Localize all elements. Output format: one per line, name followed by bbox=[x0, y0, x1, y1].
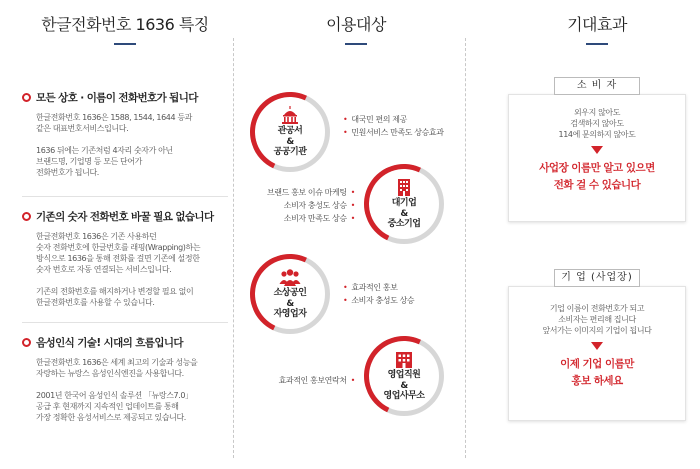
target-bullet: 소비자 만족도 상승 • bbox=[267, 212, 355, 225]
target-bullet: • 민원서비스 만족도 상승효과 bbox=[343, 126, 444, 139]
column-divider-left bbox=[233, 38, 234, 458]
effect-emphasis: 이제 기업 이름만 홍보 하세요 bbox=[560, 358, 634, 387]
target-bullets-public bbox=[343, 113, 444, 139]
circle-arc bbox=[353, 325, 456, 428]
feature-paragraph: 2001년 한국어 음성인식 솔루션 「뉴랑스7.0」 공급 후 현재까지 지속적인 업데이트를 통해 가장 정확한 음성서비스로 제공되고 있습니다. bbox=[36, 391, 193, 422]
left-column-title bbox=[22, 12, 228, 45]
target-bullets-smallbiz bbox=[343, 281, 414, 307]
middle-column-title bbox=[296, 12, 416, 45]
feature-separator bbox=[22, 196, 228, 197]
feature-heading-text: 음성인식 기술! 시대의 흐름입니다 bbox=[36, 337, 183, 349]
feature-heading-text: 기존의 숫자 전화번호 바꿀 필요 없습니다 bbox=[36, 211, 214, 223]
column-divider-right bbox=[465, 38, 466, 458]
effect-card-consumer bbox=[508, 94, 686, 222]
feature-heading-text: 모든 상호 · 이름이 전화번호가 됩니다 bbox=[36, 92, 198, 104]
feature-block-3 bbox=[22, 335, 226, 423]
feature-paragraph: 기존의 전화번호를 해지하거나 변경할 필요 없이 한글전화번호를 사용할 수 있습니다. bbox=[36, 287, 194, 307]
effect-emphasis: 사업장 이름만 알고 있으면 전화 걸 수 있습니다 bbox=[539, 162, 655, 191]
target-bullet: • 효과적인 홍보 bbox=[343, 281, 414, 294]
target-circle-sales bbox=[364, 336, 444, 416]
feature-paragraph: 한글전화번호 1636은 세계 최고의 기술과 성능을 자랑하는 뉴랑스 음성인식엔진을 사용합니다. bbox=[36, 358, 198, 378]
feature-heading bbox=[22, 209, 226, 224]
effect-label-consumer: 소 비 자 bbox=[554, 77, 640, 95]
target-title: 영업직원 & 영업사무소 bbox=[383, 370, 425, 402]
target-bullet: 브랜드 홍보 이슈 마케팅 • bbox=[267, 186, 355, 199]
target-bullet: • 소비자 충성도 상승 bbox=[343, 294, 414, 307]
title-rule bbox=[114, 43, 136, 45]
right-column-title-text: 기대효과 bbox=[567, 15, 627, 34]
down-triangle-icon bbox=[591, 146, 603, 154]
red-ring-icon bbox=[22, 93, 31, 102]
circle-arc bbox=[353, 153, 456, 256]
left-column-title-text: 한글전화번호 1636 특징 bbox=[41, 15, 209, 34]
title-rule bbox=[586, 43, 608, 45]
effect-description: 기업 이름이 전화번호가 되고 소비자는 편리해 집니다 앞서가는 이미지의 기업이 됩니다 bbox=[542, 304, 652, 335]
feature-heading bbox=[22, 90, 226, 105]
feature-block-1 bbox=[22, 90, 226, 178]
title-rule bbox=[345, 43, 367, 45]
right-column-title bbox=[535, 12, 659, 45]
feature-heading bbox=[22, 335, 226, 350]
target-bullet: • 대국민 편의 제공 bbox=[343, 113, 444, 126]
feature-paragraph: 1636 뒤에는 기존처럼 4자리 숫자가 아닌 브랜드명, 기업명 등 모든 단어가 전화번호가 됩니다. bbox=[36, 146, 173, 177]
middle-column-title-text: 이용대상 bbox=[326, 15, 386, 34]
target-title: 관공서 & 공공기관 bbox=[273, 126, 307, 158]
red-ring-icon bbox=[22, 338, 31, 347]
circle-arc bbox=[239, 243, 342, 346]
feature-separator bbox=[22, 322, 228, 323]
target-title: 대기업 & 중소기업 bbox=[387, 198, 421, 230]
effect-label-business: 기 업 (사업장) bbox=[554, 269, 640, 287]
target-circle-public bbox=[250, 92, 330, 172]
effect-card-business bbox=[508, 286, 686, 421]
target-title: 소상공인 & 자영업자 bbox=[273, 288, 307, 320]
target-circle-enterprise bbox=[364, 164, 444, 244]
feature-paragraph: 한글전화번호 1636은 1588, 1544, 1644 등과 같은 대표번호서비스입니다. bbox=[36, 113, 192, 133]
target-bullets-sales bbox=[279, 374, 355, 387]
target-bullet: 효과적인 홍보연락처 • bbox=[279, 374, 355, 387]
feature-paragraph: 한글전화번호 1636은 기존 사용하던 숫자 전화번호에 한글번호를 래핑(Wrapping)하는 방식으로 1636을 통해 전화를 걸면 기존에 설정한 숫자 번호로 자동 연결되는 서비스입니다. bbox=[36, 232, 201, 274]
target-bullets-enterprise bbox=[267, 186, 355, 225]
effect-description: 외우지 않아도 검색하지 않아도 114에 문의하지 않아도 bbox=[558, 108, 636, 139]
target-circle-smallbiz bbox=[250, 254, 330, 334]
red-ring-icon bbox=[22, 212, 31, 221]
feature-block-2 bbox=[22, 209, 226, 308]
circle-arc bbox=[239, 81, 342, 184]
target-bullet: 소비자 충성도 상승 • bbox=[267, 199, 355, 212]
down-triangle-icon bbox=[591, 342, 603, 350]
